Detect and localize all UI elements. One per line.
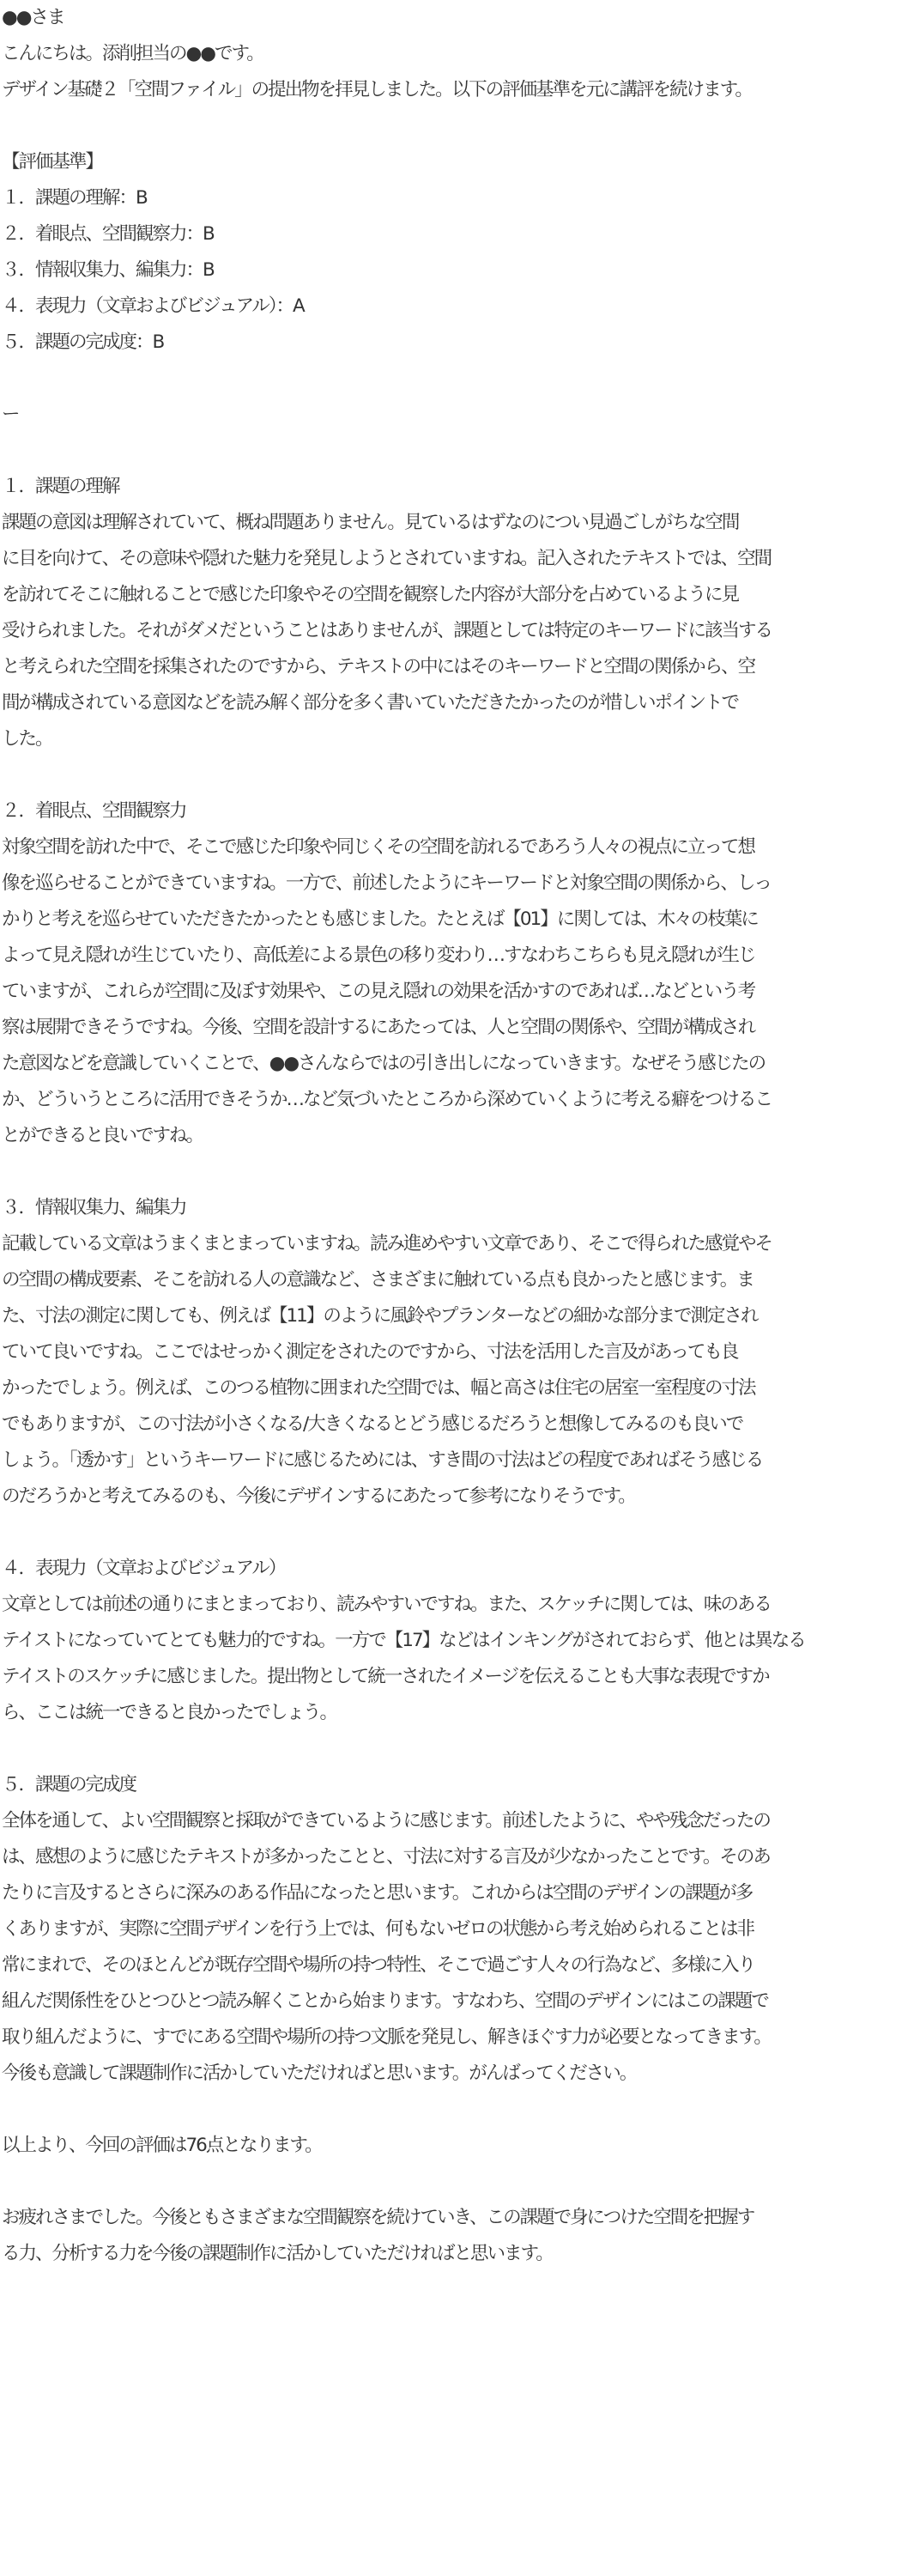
section-line: 察は展開できそうですね。今後、空間を設計するにあたっては、人と空間の関係や、空間が構成され — [2, 1017, 755, 1038]
spacer — [2, 361, 918, 397]
section-line: た、寸法の測定に関しても、例えば【11】のように風鈴やプランターなどの細かな部分まで測定され — [2, 1305, 758, 1327]
lead-text: デザイン基礎２「空間ファイル」の提出物を拝見しました。以下の評価基準を元に講評を続けます。 — [2, 79, 752, 100]
salutation: ●●さま — [2, 7, 64, 28]
section-line: ていますが、これらが空間に及ぼす効果や、この見え隠れの効果を活かすのであれば…などという考 — [2, 981, 755, 1002]
review-document — [2, 0, 918, 2272]
criteria-item: １．課題の理解：B — [2, 187, 147, 209]
criteria-item: ３．情報収集力、編集力：B — [2, 259, 214, 281]
section-line: しょう。「透かす」というキーワードに感じるためには、すき間の寸法はどの程度であればそう感じる — [2, 1449, 763, 1471]
criteria-item: ５．課題の完成度：B — [2, 331, 164, 353]
criteria-heading: 【評価基準】 — [2, 151, 103, 173]
section-line: かったでしょう。例えば、このつる植物に囲まれた空間では、幅と高さは住宅の居室一室程度の寸法 — [2, 1377, 755, 1399]
spacer — [2, 1515, 918, 1551]
section-line: かりと考えを巡らせていただきたかったとも感じました。たとえば【01】に関しては、木々の枝葉に — [2, 908, 758, 930]
criteria-item: ２．着眼点、空間観察力：B — [2, 223, 214, 245]
section-heading: １．課題の理解 — [2, 476, 119, 497]
spacer — [2, 1154, 918, 1190]
closing-line: る力、分析する力を今後の課題制作に活かしていただければと思います。 — [2, 2243, 553, 2264]
section-line: 課題の意図は理解されていて、概ね問題ありません。見ているはずなのについ見過ごしがちな空間 — [2, 512, 739, 533]
section-line: テイストのスケッチに感じました。提出物として統一されたイメージを伝えることも大事な表現ですか — [2, 1666, 769, 1687]
section-line: 対象空間を訪れた中で、そこで感じた印象や同じくその空間を訪れるであろう人々の視点に立って想 — [2, 836, 754, 858]
section-line: 間が構成されている意図などを読み解く部分を多く書いていただきたかったのが惜しいポイントで — [2, 692, 739, 714]
spacer — [2, 108, 918, 144]
section-line: ら、ここは統一できると良かったでしょう。 — [2, 1702, 337, 1723]
section-line: に目を向けて、その意味や隠れた魅力を発見しようとされていますね。記入されたテキストでは、空間 — [2, 548, 772, 569]
intro-text: こんにちは。添削担当の●●です。 — [2, 43, 263, 64]
spacer — [2, 2164, 918, 2200]
separator: ー — [2, 404, 19, 425]
section-line: のだろうかと考えてみるのも、今後にデザインするにあたって参考になりそうです。 — [2, 1485, 635, 1507]
section-line: は、感想のように感じたテキストが多かったことと、寸法に対する言及が少なかったことです。そのあ — [2, 1846, 770, 1868]
section-line: た意図などを意識していくことで、●●さんならではの引き出しになっていきます。なぜそう感じたの — [2, 1053, 766, 1074]
section-line: 記載している文章はうまくまとまっていますね。読み進めやすい文章であり、そこで得られた感覚やそ — [2, 1233, 772, 1255]
section-line: か、どういうところに活用できそうか…など気づいたところから深めていくように考える癖をつけるこ — [2, 1089, 772, 1110]
section-line: 全体を通して、よい空間観察と採取ができているように感じます。前述したように、やや残念だったの — [2, 1810, 770, 1832]
section-line: とができると良いですね。 — [2, 1125, 203, 1146]
section-line: 常にまれで、そのほとんどが既存空間や場所の持つ特性、そこで過ごす人々の行為など、多様に入り — [2, 1954, 755, 1976]
spacer — [2, 433, 918, 469]
section-line: の空間の構成要素、そこを訪れる人の意識など、さまざまに触れている点も良かったと感じます。ま — [2, 1269, 754, 1291]
closing-line: お疲れさまでした。今後ともさまざまな空間観察を続けていき、この課題で身につけた空間を把握す — [2, 2207, 754, 2228]
section-line: くありますが、実際に空間デザインを行う上では、何もないゼロの状態から考え始められることは非 — [2, 1918, 754, 1940]
section-line: 取り組んだように、すでにある空間や場所の持つ文脈を発見し、解きほぐす力が必要となってきます。 — [2, 2026, 771, 2048]
section-line: 像を巡らせることができていますね。一方で、前述したようにキーワードと対象空間の関係から、しっ — [2, 872, 771, 894]
section-heading: ２．着眼点、空間観察力 — [2, 800, 186, 822]
section-line: 今後も意識して課題制作に活かしていただければと思います。がんばってください。 — [2, 2063, 637, 2084]
section-line: 文章としては前述の通りにまとまっており、読みやすいですね。また、スケッチに関しては、味のある — [2, 1594, 771, 1615]
spacer — [2, 757, 918, 793]
section-line: よって見え隠れが生じていたり、高低差による景色の移り変わり…すなわちこちらも見え隠れが生じ — [2, 945, 755, 966]
section-line: を訪れてそこに触れることで感じた印象やその空間を観察した内容が大部分を占めているように見 — [2, 584, 739, 605]
section-heading: ５．課題の完成度 — [2, 1774, 136, 1795]
section-line: ていて良いですね。ここではせっかく測定をされたのですから、寸法を活用した言及があっても良 — [2, 1341, 738, 1363]
section-line: 組んだ関係性をひとつひとつ読み解くことから始まります。すなわち、空間のデザインにはこの課題で — [2, 1990, 768, 2012]
result-text: 以上より、今回の評価は76点となります。 — [2, 2135, 322, 2156]
spacer — [2, 1731, 918, 1767]
section-line: した。 — [2, 728, 52, 750]
criteria-item: ４．表現力（文章およびビジュアル）：A — [2, 295, 304, 317]
section-heading: ４．表現力（文章およびビジュアル） — [2, 1558, 286, 1579]
section-line: と考えられた空間を採集されたのですから、テキストの中にはそのキーワードと空間の関係から、空 — [2, 656, 755, 677]
section-line: たりに言及するとさらに深みのある作品になったと思います。これからは空間のデザインの課題が多 — [2, 1882, 753, 1904]
spacer — [2, 2092, 918, 2128]
section-line: テイストになっていてとても魅力的ですね。一方で【17】などはインキングがされておらず、他とは異なる — [2, 1630, 805, 1651]
section-heading: ３．情報収集力、編集力 — [2, 1197, 186, 1218]
section-line: でもありますが、この寸法が小さくなる/大きくなるとどう感じるだろうと想像してみるのも良いで — [2, 1413, 743, 1435]
section-line: 受けられました。それがダメだということはありませんが、課題としては特定のキーワードに該当する — [2, 620, 772, 641]
